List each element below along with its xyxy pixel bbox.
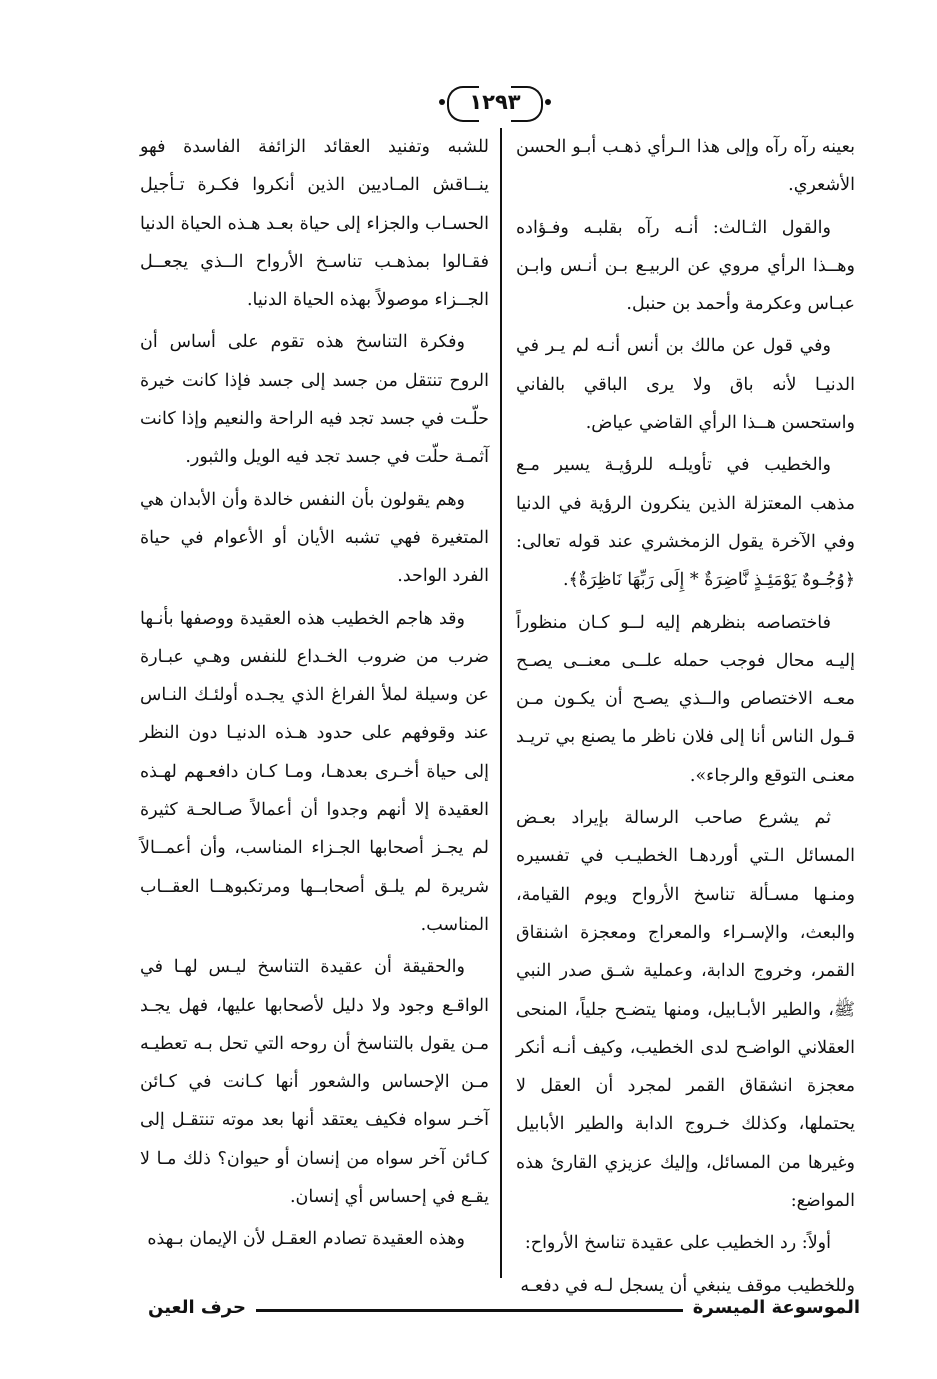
ornament-dot-left — [439, 99, 445, 105]
paragraph: للشبه وتفنيد العقائد الزائفة الفاسدة فهو ينــاقش المـاديين الذين أنكروا فكـرة تـأجيل الحسـاب والجزاء إلى حياة بعـد هـذه الحياة الدنيا فقـالوا بمذهـب تناسـخ الأرواح الــذي يجعــل الجــزاء موصولاً بهذه الحياة الدنيا. — [140, 137, 489, 311]
page-number-ornament — [445, 82, 545, 122]
page-footer — [148, 1292, 860, 1322]
paragraph: والحقيقة أن عقيدة التناسخ ليـس لهـا في الواقـع وجود ولا دليل لأصحابها عليها، فهل يجـد مـن يقول بالتناسخ أن روحه التي تحل بـه تعطيـه مـن الإحساس والشعور أنها كـانت في كـائن آخـر سواه فكيف يعتقد أنها بعد موته تنتقـل إلى كـائن آخر سواه من إنسان أو حيوان؟ ذلك مـا لا يقـع في إحساس أي إنسان. — [140, 957, 489, 1208]
footer-book-title: الموسوعة الميسرة — [692, 1296, 860, 1318]
left-text-column — [140, 128, 489, 1263]
paragraph: وهذه العقيدة تصادم العقـل لأن الإيمان بـهذه — [147, 1229, 465, 1250]
paragraph: وفكرة التناسخ هذه تقوم على أساس أن الروح تنتقل من جسد إلى جسد فإذا كانت خيرة حلّـت في جسد تجد فيه الراحة والنعيم وإذا كانت آثمـة حلّت في جسد تجد فيه الويل والثبور. — [140, 332, 489, 468]
paragraph: ثم يشرع صاحب الرسالة بإيراد بعـض المسائل الـتي أوردهـا الخطيـب في تفسيره ومنـها مسـألة تناسخ الأرواح ويوم القيامة، والبعث، والإسـراء والمعراج ومعجزة اشنقاق القمر، وخروج الدابة، وعملية شـق صدر النبي ﷺ، والطير الأبـابيل، ومنها يتضـح جلياً، المنحى العقلاني الواضـح لدى الخطيب، وكيف أنـه أنكر معجزة انشقاق القمر لمجرد أن العقل لا يحتملها، وكذلك خـروج الدابة والطير الأبابيل وغيرها من المسائل، وإليك عزيزي القارئ هذه المواضع: — [516, 808, 855, 1212]
paragraph: وهم يقولون بأن النفس خالدة وأن الأبدان هي المتغيرة فهي تشبه الأيان أو الأعوام في حياة الفرد الواحد. — [140, 489, 489, 587]
paragraph: فاختصاصه بنظرهم إليه لــو كـان منظوراً إليـه محال فوجب حمله علــى معنــى يصـح معـه الاختصاص والــذي يصـح أن يكـون مـن قـول الناس أنا إلى فلان ناظر ما يصنع بي تريـد معنـى التوقع والرجاء». — [516, 612, 855, 786]
paragraph: والخطيب في تأويلـه للرؤيـة يسير مـع مذهب المعتزلة الذين ينكرون الرؤية في الدنيا وفي الآخرة يقول الزمخشري عند قوله تعالى: ﴿وُجُـوهٌ يَوْمَئِـذٍ نَّاضِرَةٌ * إِلَى رَبِّهَا نَاظِرَةٌ﴾. — [516, 455, 855, 591]
paragraph: وللخطيب موقف ينبغي أن يسجل لـه في دفعـه — [520, 1275, 855, 1296]
footer-section: حرف العين — [148, 1296, 246, 1318]
footer-rule — [256, 1309, 683, 1312]
column-divider — [500, 128, 502, 1278]
paragraph: وفي قول عن مالك بن أنس أنـه لم يـر في الدنيـا لأنه باق ولا يرى الباقي بالفاني واستحسن هــذا الرأي القاضي عياض. — [516, 336, 855, 434]
section-heading: أولاً: رد الخطيب على عقيدة تناسخ الأرواح: — [524, 1233, 831, 1254]
page-number: ١٢٩٣ — [469, 90, 521, 114]
ornament-dot-right — [545, 99, 551, 105]
paragraph: وقد هاجم الخطيب هذه العقيدة ووصفها بأنـها ضرب من ضروب الخـداع للنفس وهـي عبـارة عن وسيلة لملأ الفراغ الذي يجـده أولئـك النـاس عند وقوفهم على حدود هـذه الدنيـا دون النظر إلى حياة أخـرى بعدهـا، ومـا كـان دافعـهم لهـذه العقيدة إلا أنهم وجدوا أن أعمالاً صـالحـة كثيرة لم يجـز أصحابها الجـزاء المناسب، وأن أعمــالاً شريرة لم يلـق أصحابــها ومرتكبوهــا العقــاب المناسب. — [140, 608, 489, 935]
paragraph: والقول الثـالث: أنـه رآه بقلبـه وفـؤاده وهــذا الرأي مروي عن الربيـع بـن أنـس وابـن عبـاس وعكرمة وأحمد بن حنبل. — [516, 217, 855, 315]
paragraph: بعينه رآه رآه وإلى هذا الـرأي ذهـب أبـو الحسن الأشعري. — [516, 137, 855, 196]
right-text-column — [516, 128, 855, 1309]
